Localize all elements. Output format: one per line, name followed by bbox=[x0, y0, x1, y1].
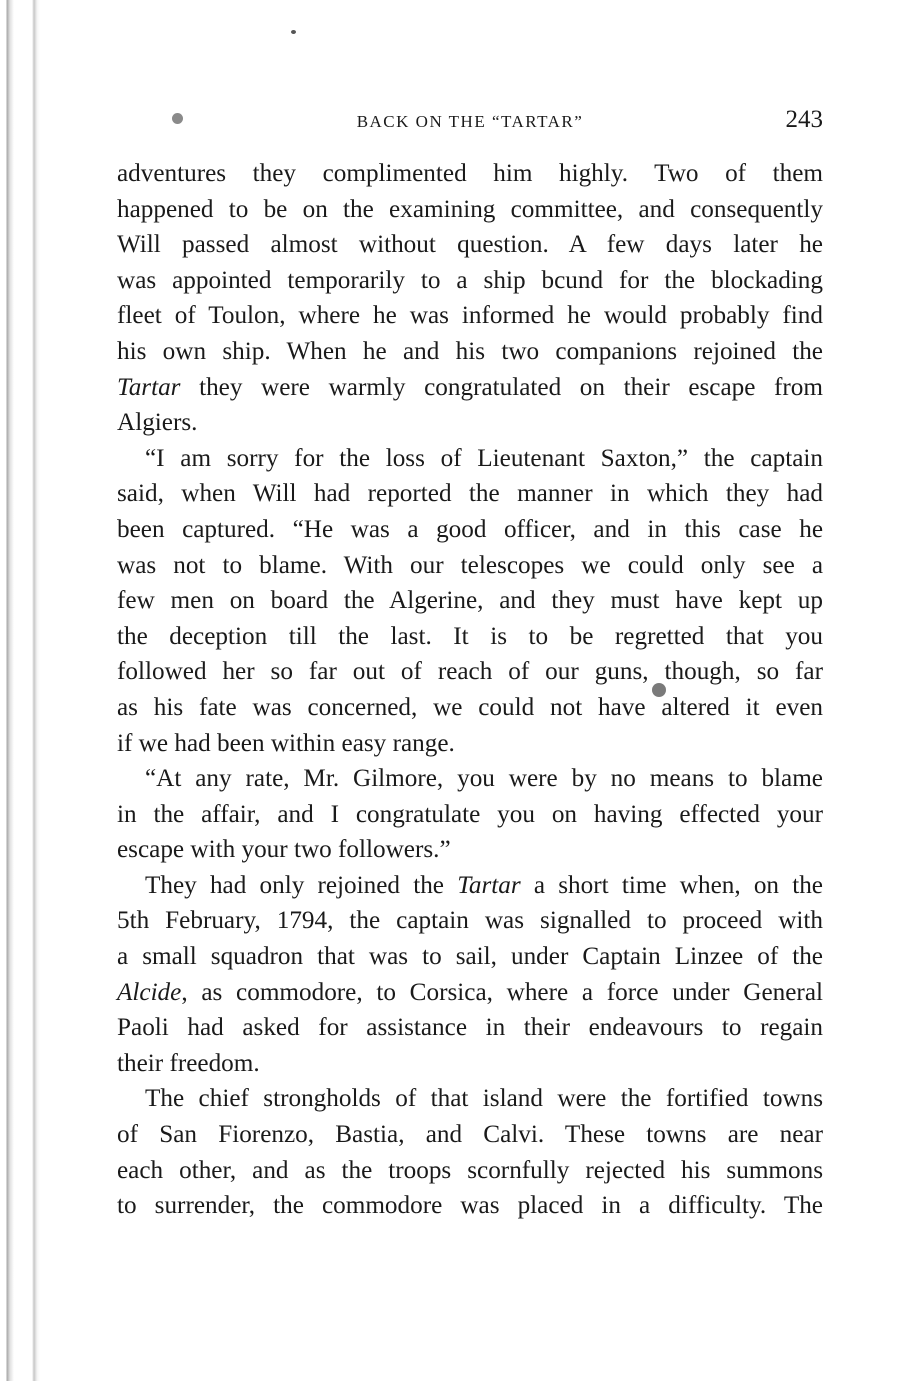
text-line: Alcide, as commodore, to Corsica, where a force under General bbox=[117, 978, 823, 1006]
text-line: Tartar they were warmly congratulated on their escape from bbox=[117, 373, 823, 401]
text-line: of San Fiorenzo, Bastia, and Calvi. These towns are near bbox=[117, 1121, 823, 1149]
ship-name: Tartar bbox=[457, 871, 521, 899]
ship-name: Alcide bbox=[117, 978, 182, 1006]
text-line: if we had been within easy range. bbox=[117, 729, 455, 757]
text-line: 5th February, 1794, the captain was signalled to proceed with bbox=[117, 907, 823, 935]
text-line: was appointed temporarily to a ship bcund for the blockading bbox=[117, 266, 823, 294]
text-line: in the affair, and I congratulate you on having effected your bbox=[117, 800, 823, 828]
ship-name: Tartar bbox=[117, 373, 181, 401]
text-line: his own ship. When he and his two companions rejoined the bbox=[117, 337, 823, 365]
text-line: They had only rejoined the Tartar a short time when, on the bbox=[145, 871, 823, 899]
text-line: each other, and as the troops scornfully rejected his summons bbox=[117, 1156, 823, 1184]
text-line: fleet of Toulon, where he was informed he would probably find bbox=[117, 302, 823, 330]
text-line: Algiers. bbox=[117, 409, 198, 437]
page-header bbox=[117, 106, 823, 138]
text-line: to surrender, the commodore was placed in a difficulty. The bbox=[117, 1192, 823, 1220]
page-gutter-shadow bbox=[0, 0, 46, 1381]
text-line: was not to blame. With our telescopes we could only see a bbox=[117, 551, 823, 579]
text-line: as his fate was concerned, we could not have altered it even bbox=[117, 693, 823, 721]
text-line: the deception till the last. It is to be regretted that you bbox=[117, 622, 823, 650]
text-line: a small squadron that was to sail, under Captain Linzee of the bbox=[117, 943, 823, 971]
running-title: BACK ON THE “TARTAR” bbox=[356, 112, 584, 131]
text-line: Paoli had asked for assistance in their endeavours to regain bbox=[117, 1014, 823, 1042]
text-line: adventures they complimented him highly. Two of them bbox=[117, 160, 823, 187]
ink-speck bbox=[291, 30, 296, 34]
text-line: “I am sorry for the loss of Lieutenant Saxton,” the captain bbox=[145, 444, 823, 472]
text-line: their freedom. bbox=[117, 1049, 260, 1077]
text-line: followed her so far out of reach of our guns, though, so far bbox=[117, 658, 823, 686]
text-line: escape with your two followers.” bbox=[117, 836, 451, 864]
text-line: said, when Will had reported the manner in which they had bbox=[117, 480, 823, 508]
page-number: 243 bbox=[785, 106, 823, 133]
body-text bbox=[117, 156, 823, 1224]
text-line: few men on board the Algerine, and they must have kept up bbox=[117, 587, 823, 615]
text-line: “At any rate, Mr. Gilmore, you were by no means to blame bbox=[145, 765, 823, 793]
text-line: been captured. “He was a good officer, and in this case he bbox=[117, 515, 823, 543]
text-line: The chief strongholds of that island were the fortified towns bbox=[145, 1085, 823, 1113]
text-line: happened to be on the examining committee, and consequently bbox=[117, 195, 823, 223]
text-line: Will passed almost without question. A few days later he bbox=[117, 231, 823, 259]
